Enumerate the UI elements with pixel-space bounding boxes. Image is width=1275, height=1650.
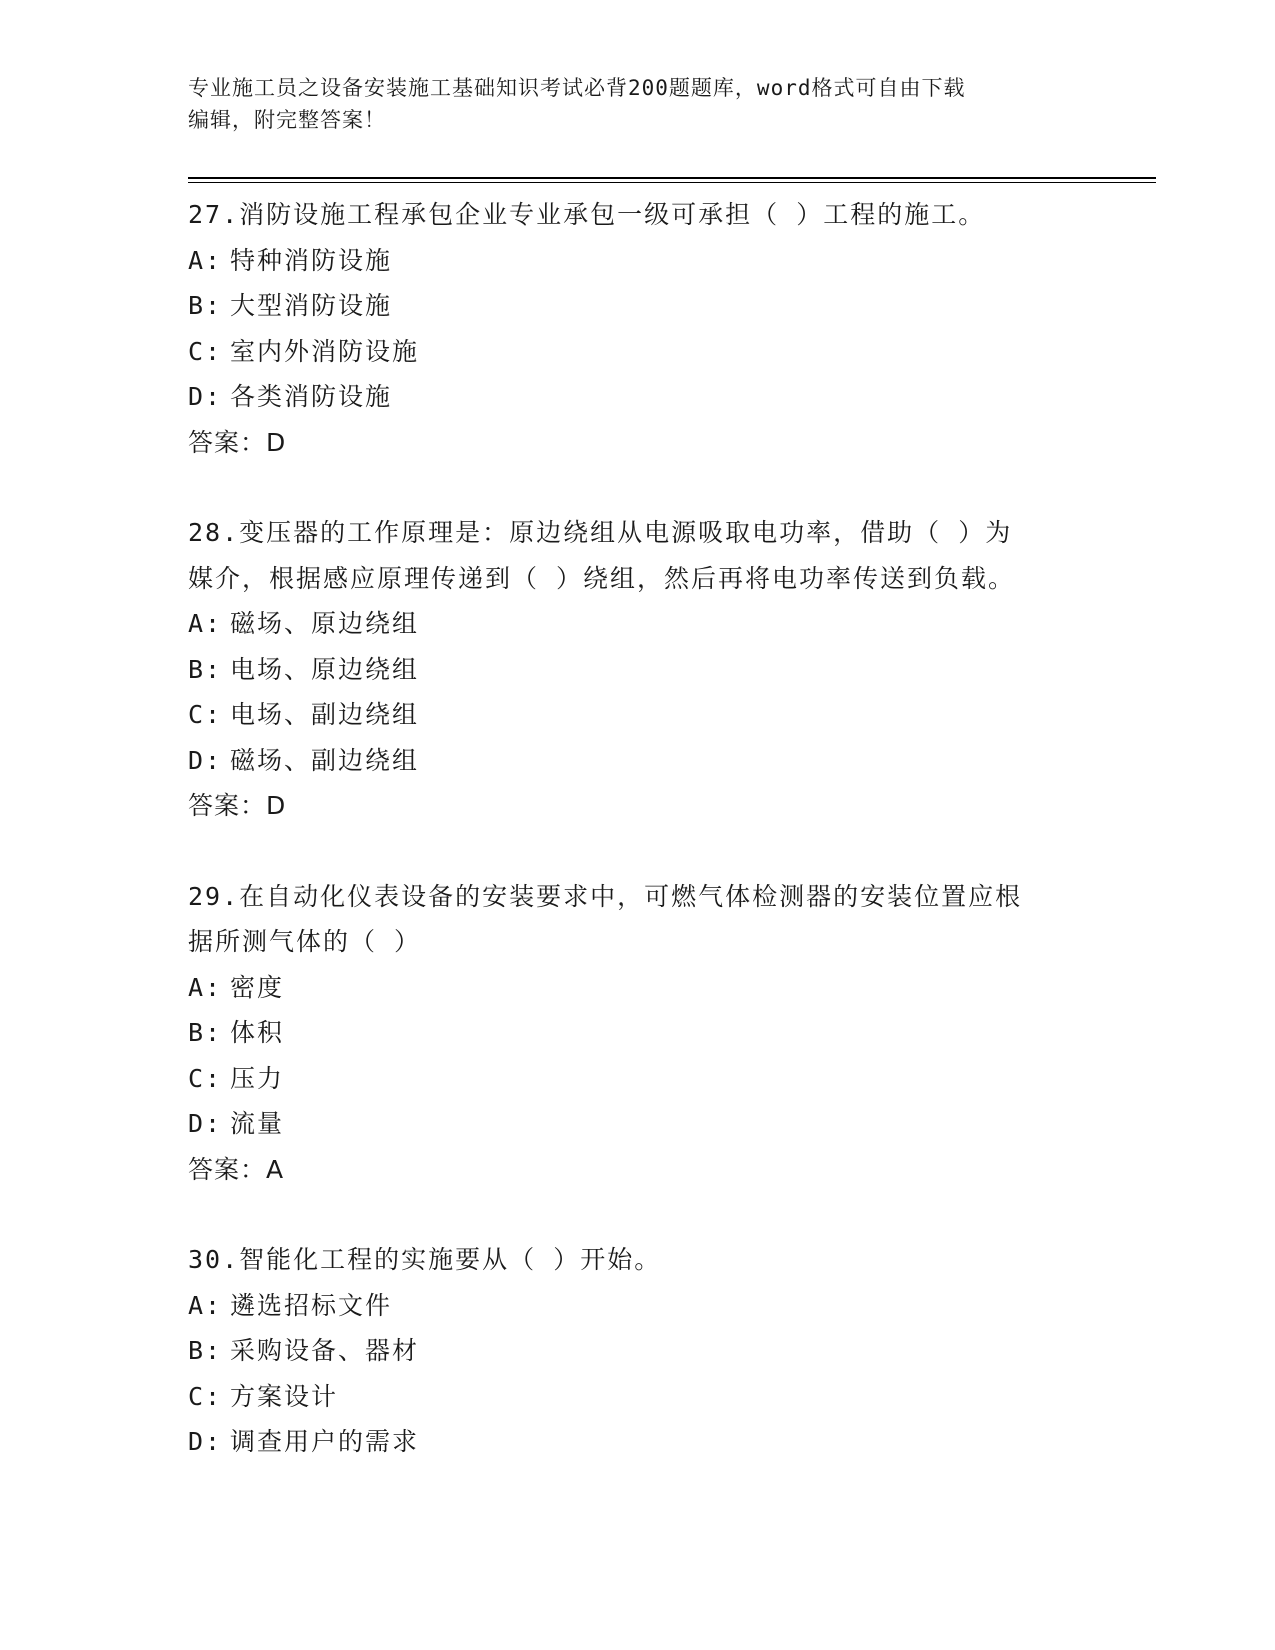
option-item	[188, 1010, 1088, 1056]
question-text: 据所测气体的（ ）	[188, 927, 422, 956]
option-item	[188, 1056, 1088, 1102]
option-text: 室内外消防设施	[230, 336, 420, 366]
option-item	[188, 238, 1088, 284]
option-text: 调查用户的需求	[230, 1427, 420, 1456]
option-letter: B:	[188, 654, 223, 684]
option-item	[188, 1328, 1088, 1374]
option-item	[188, 1101, 1088, 1147]
option-item	[188, 1374, 1088, 1420]
option-letter: C:	[188, 1063, 223, 1093]
header-divider-thin	[188, 182, 1156, 183]
option-text: 磁场、副边绕组	[230, 745, 420, 775]
option-letter: C:	[188, 1381, 223, 1411]
option-text: 采购设备、器材	[230, 1336, 420, 1365]
option-letter: B:	[188, 291, 223, 320]
option-item	[188, 1283, 1088, 1329]
option-letter: A:	[188, 609, 223, 638]
question-block	[188, 510, 1088, 829]
option-letter: A:	[188, 972, 223, 1002]
option-text: 磁场、原边绕组	[230, 609, 420, 638]
option-item	[188, 965, 1088, 1011]
option-item	[188, 601, 1088, 647]
option-text: 特种消防设施	[230, 245, 393, 275]
option-text: 遴选招标文件	[230, 1290, 393, 1320]
option-item	[188, 738, 1088, 784]
option-letter: B:	[188, 1336, 223, 1365]
question-block	[188, 874, 1088, 1193]
option-letter: B:	[188, 1018, 223, 1047]
option-letter: D:	[188, 1109, 223, 1138]
header-divider-thick	[188, 177, 1156, 179]
question-text: 28.变压器的工作原理是：原边绕组从电源吸取电功率，借助（ ）为	[188, 518, 1013, 547]
option-letter: D:	[188, 382, 223, 411]
question-text: 27.消防设施工程承包企业专业承包一级可承担（ ）工程的施工。	[188, 200, 986, 229]
question-text: 29.在自动化仪表设备的安装要求中，可燃气体检测器的安装位置应根	[188, 881, 1023, 911]
question-block	[188, 192, 1088, 465]
option-text: 体积	[230, 1018, 285, 1047]
option-text: 流量	[230, 1109, 285, 1138]
option-text: 各类消防设施	[230, 382, 393, 411]
header-line-2: 编辑，附完整答案！	[188, 108, 386, 132]
answer-line: 答案：A	[188, 1154, 285, 1184]
option-item	[188, 283, 1088, 329]
option-text: 大型消防设施	[230, 291, 393, 320]
option-letter: A:	[188, 245, 223, 275]
option-text: 密度	[230, 972, 285, 1002]
option-letter: A:	[188, 1290, 223, 1320]
option-item	[188, 647, 1088, 693]
answer-line: 答案：D	[188, 427, 287, 457]
question-text: 30.智能化工程的实施要从（ ）开始。	[188, 1245, 662, 1274]
option-item	[188, 374, 1088, 420]
option-item	[188, 692, 1088, 738]
question-text: 媒介，根据感应原理传递到（ ）绕组，然后再将电功率传送到负载。	[188, 563, 1016, 593]
answer-line: 答案：D	[188, 791, 287, 820]
option-letter: D:	[188, 1427, 223, 1456]
option-letter: D:	[188, 745, 223, 775]
question-block	[188, 1237, 1088, 1465]
option-text: 电场、原边绕组	[230, 654, 420, 684]
question-list	[188, 192, 1088, 1510]
header-line-1: 专业施工员之设备安装施工基础知识考试必背200题题库，word格式可自由下载	[188, 76, 966, 100]
option-letter: C:	[188, 336, 223, 366]
option-text: 方案设计	[230, 1381, 339, 1411]
option-text: 电场、副边绕组	[230, 700, 420, 729]
option-text: 压力	[230, 1063, 285, 1093]
option-item	[188, 329, 1088, 375]
document-header	[188, 72, 1068, 136]
option-letter: C:	[188, 700, 223, 729]
option-item	[188, 1419, 1088, 1465]
